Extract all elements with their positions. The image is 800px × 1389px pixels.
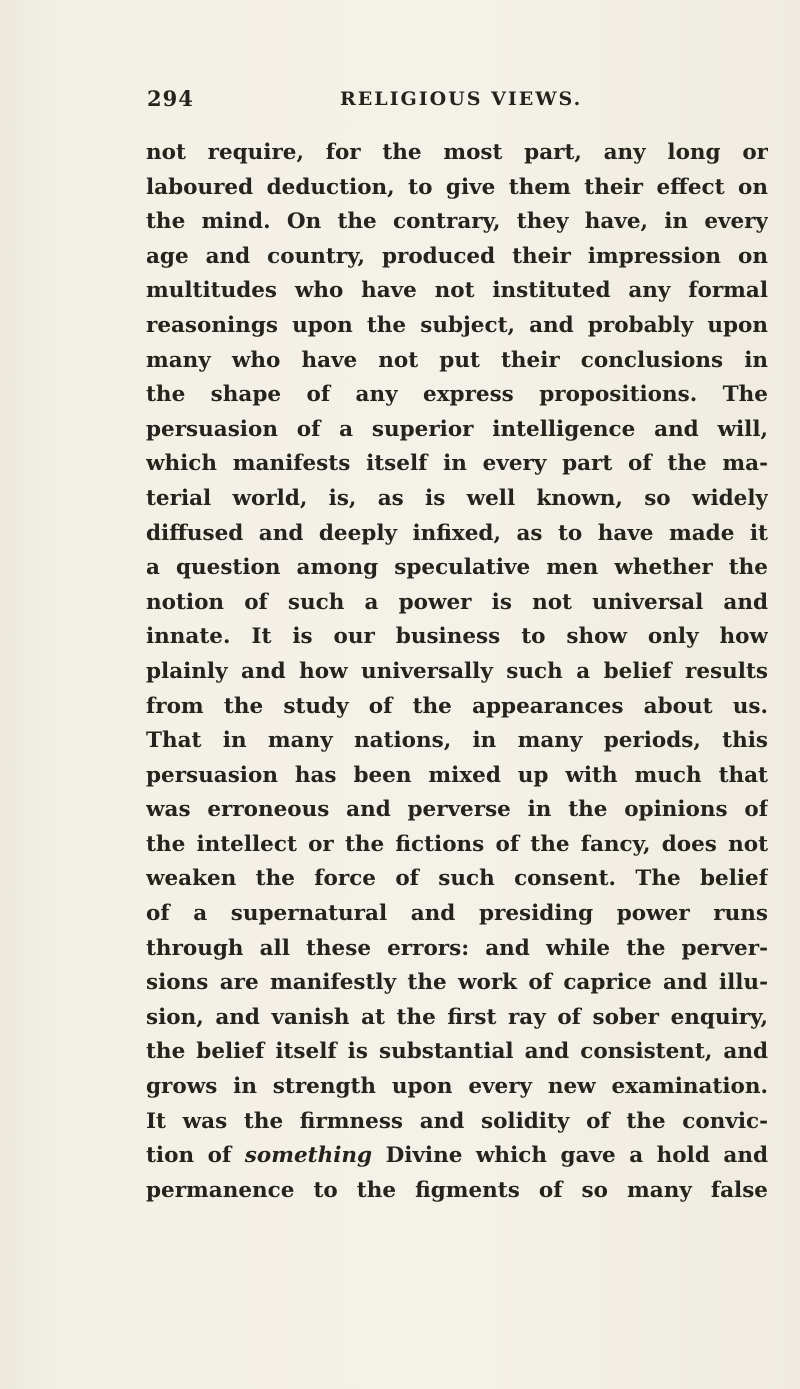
text-line: the shape of any express propositions. The (146, 382, 768, 408)
text-segment: tion of (146, 1143, 245, 1169)
text-line: was erroneous and perverse in the opinions of (146, 797, 768, 823)
text-line: sions are manifestly the work of caprice and illu- (146, 970, 768, 996)
text-line: of a supernatural and presiding power runs (146, 901, 768, 927)
text-line: terial world, is, as is well known, so widely (146, 485, 768, 511)
text-line: from the study of the appearances about us. (146, 693, 768, 719)
text-line: the belief itself is substantial and consistent, and (146, 1039, 768, 1065)
italic-emphasis: something (244, 1143, 373, 1169)
text-line: age and country, produced their impression on (146, 243, 768, 269)
text-line: multitudes who have not instituted any formal (146, 278, 768, 304)
page-number: 294 (147, 86, 194, 111)
text-line-with-italic (146, 1139, 768, 1174)
text-line: not require, for the most part, any long or (146, 140, 768, 165)
text-line: which manifests itself in every part of the ma- (146, 451, 768, 477)
text-line: laboured deduction, to give them their effect on (146, 174, 768, 200)
text-line: diffused and deeply infixed, as to have made it (146, 520, 768, 546)
text-line: innate. It is our business to show only how (146, 624, 768, 650)
text-line: notion of such a power is not universal and (146, 589, 768, 615)
text-line: grows in strength upon every new examination. (146, 1074, 768, 1100)
text-line: plainly and how universally such a belief results (146, 658, 768, 684)
running-head: RELIGIOUS VIEWS. (340, 88, 583, 110)
text-line: many who have not put their conclusions in (146, 347, 768, 373)
text-line: That in many nations, in many periods, this (146, 728, 768, 754)
text-line: persuasion of a superior intelligence and will, (146, 416, 768, 442)
text-line: It was the firmness and solidity of the convic- (146, 1108, 768, 1134)
text-line: reasonings upon the subject, and probably upon (146, 312, 768, 338)
text-segment: Divine which gave a hold and (372, 1143, 768, 1169)
text-line: through all these errors: and while the perver- (146, 935, 768, 961)
body-text (146, 136, 768, 1208)
page-header (147, 86, 767, 116)
text-line: persuasion has been mixed up with much that (146, 762, 768, 788)
text-line: the mind. On the contrary, they have, in every (146, 209, 768, 235)
text-line: a question among speculative men whether the (146, 555, 768, 581)
text-line: the intellect or the fictions of the fancy, does not (146, 831, 768, 857)
text-line: weaken the force of such consent. The belief (146, 866, 768, 892)
text-line: sion, and vanish at the first ray of sober enquiry, (146, 1004, 768, 1030)
text-line: permanence to the figments of so many false (146, 1177, 768, 1203)
